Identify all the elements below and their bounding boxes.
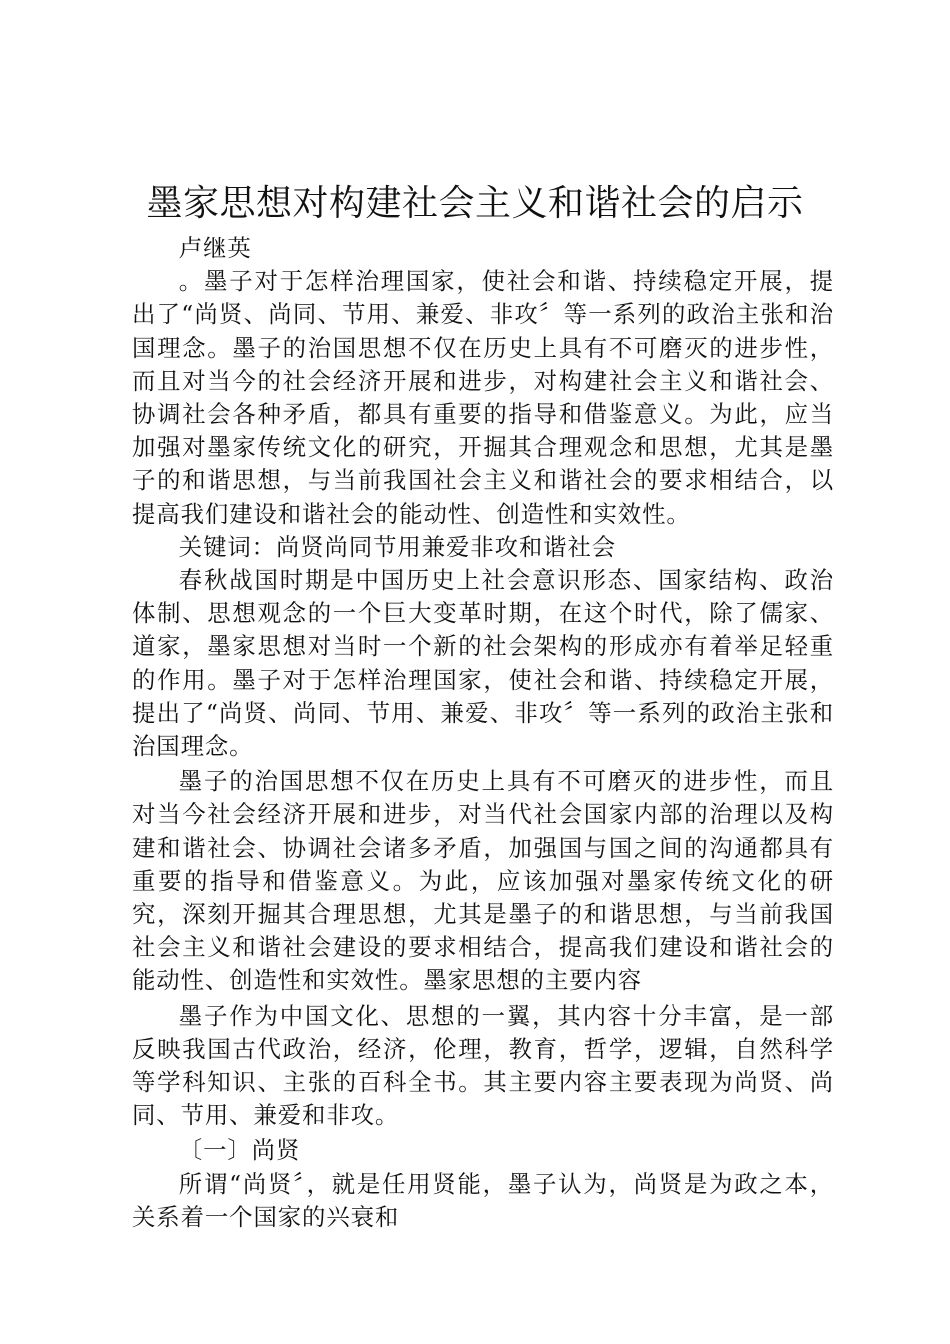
body-paragraph-3: 墨子作为中国文化、思想的一翼，其内容十分丰富，是一部反映我国古代政治，经济，伦理，教育，哲学，逻辑，自然科学等学科知识、主张的百科全书。其主要内容主要表现为尚贤、尚同、节用、兼爱和非攻。 [132,1001,834,1130]
author-name: 卢继英 [178,234,252,262]
body-paragraph-1: 春秋战国时期是中国历史上社会意识形态、国家结构、政治体制、思想观念的一个巨大变革时期，在这个时代，除了儒家、道家，墨家思想对当时一个新的社会架构的形成亦有着举足轻重的作用。墨子对于怎样治理国家，使社会和谐、持续稳定开展，提出了“尚贤、尚同、节用、兼爱、非攻〞等一系列的政治主张和治国理念。 [132,566,834,761]
body-paragraph-4: 所谓“尚贤〞，就是任用贤能，墨子认为，尚贤是为政之本，关系着一个国家的兴衰和 [132,1169,834,1231]
document-title: 墨家思想对构建社会主义和谐社会的启示 [146,183,804,224]
section-heading-shangxian: 〔一〕尚贤 [178,1136,301,1165]
abstract-paragraph: 。墨子对于怎样治理国家，使社会和谐、持续稳定开展，提出了“尚贤、尚同、节用、兼爱、非攻〞等一系列的政治主张和治国理念。墨子的治国思想不仅在历史上具有不可磨灭的进步性，而且对当今的社会经济开展和进步，对构建社会主义和谐社会、协调社会各种矛盾，都具有重要的指导和借鉴意义。为此，应当加强对墨家传统文化的研究，开掘其合理观念和思想，尤其是墨子的和谐思想，与当前我国社会主义和谐社会的要求相结合，以提高我们建设和谐社会的能动性、创造性和实效性。 [132,267,834,528]
keywords-line: 关键词：尚贤尚同节用兼爱非攻和谐社会 [178,532,617,561]
body-paragraph-2: 墨子的治国思想不仅在历史上具有不可磨灭的进步性，而且对当今社会经济开展和进步，对当代社会国家内部的治理以及构建和谐社会、协调社会诸多矛盾，加强国与国之间的沟通都具有重要的指导和借鉴意义。为此，应该加强对墨家传统文化的研究，深刻开掘其合理思想，尤其是墨子的和谐思想，与当前我国社会主义和谐社会建设的要求相结合，提高我们建设和谐社会的能动性、创造性和实效性。墨家思想的主要内容 [132,767,834,995]
document-body [132,232,834,1234]
